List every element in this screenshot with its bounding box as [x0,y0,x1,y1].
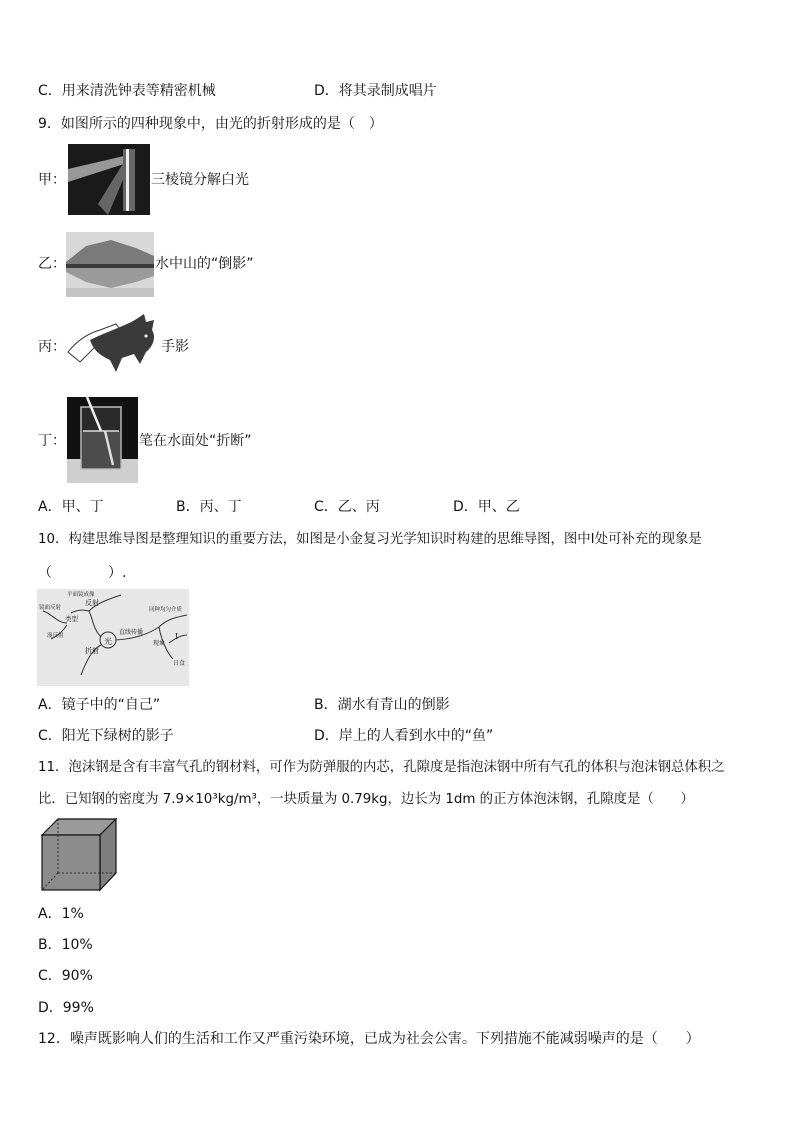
q10-option-b: B．湖水有青山的倒影 [314,697,450,713]
optics-mind-map [37,589,189,686]
mindmap-type: 类型 [65,615,78,623]
q9-option-a: A．甲、丁 [38,499,104,515]
q9-item-label: 丁： [38,433,66,449]
mindmap-phenomena: 现象 [153,640,166,647]
pencil-in-water-photo [67,397,138,483]
q11-option-c: C．90% [38,968,93,984]
mindmap-refract: 折射 [85,647,99,655]
q9-item-caption: 三棱镜分解白光 [151,172,249,188]
mindmap-plane-mirror: 平面镜成像 [67,592,95,598]
q11-stem-2: 比．已知钢的密度为 7.9×10³kg/m³，一块质量为 0.79kg，边长为 1dm 的正方体泡沫钢，孔隙度是（ ） [38,792,694,807]
mindmap-mirror-reflect: 镜面反射 [39,605,62,611]
q8-option-c: C．用来清洗钟表等精密机械 [38,83,216,99]
prism-photo [68,144,150,215]
q10-stem: 10．构建思维导图是整理知识的重要方法，如图是小金复习光学知识时构建的思维导图，图中Ⅰ处可补充的现象是 [38,532,702,547]
q11-option-b: B．10% [38,937,93,953]
q9-option-b: B．丙、丁 [176,499,242,515]
q10-option-c: C．阳光下绿树的影子 [38,728,174,744]
mindmap-eclipse: 日食 [173,660,186,667]
q9-item-label: 甲： [38,172,66,188]
mountain-reflection-photo [66,232,154,297]
q11-stem: 11．泡沫钢是含有丰富气孔的钢材料，可作为防弹服的内芯，孔隙度是指泡沫钢中所有气孔的体积与泡沫钢总体积之 [38,760,725,775]
mindmap-reflect: 反射 [85,599,99,607]
q12-stem: 12．噪声既影响人们的生活和工作又严重污染环境，已成为社会公害。下列措施不能减弱噪声的是（ ） [38,1031,700,1047]
q9-stem: 9．如图所示的四种现象中，由光的折射形成的是（ ） [38,116,383,132]
q8-option-d: D．将其录制成唱片 [314,83,437,99]
q11-option-a: A．1% [38,906,84,922]
q11-option-d: D．99% [38,1000,94,1016]
q9-option-d: D．甲、乙 [453,499,520,515]
q10-option-a: A．镜子中的“自己” [38,697,161,713]
q9-item-label: 乙： [38,256,66,272]
cube-diagram [40,817,118,892]
hand-shadow-photo [66,312,159,376]
q9-option-c: C．乙、丙 [314,499,380,515]
mindmap-uniform: 同种均匀介质 [149,607,183,613]
q10-option-d: D．岸上的人看到水中的“鱼” [314,728,494,744]
q9-item-label: 丙： [38,339,66,355]
mindmap-straight: 直线传播 [119,629,144,636]
mindmap-roman-one: Ⅰ [175,632,179,641]
q9-item-caption: 笔在水面处“折断” [139,433,252,449]
q9-item-caption: 水中山的“倒影” [155,256,254,272]
q10-stem-blank: （ ）. [38,565,127,581]
mindmap-center: 光 [104,637,112,646]
q9-item-caption: 手影 [161,339,189,355]
mindmap-diffuse: 漫反射 [47,633,64,639]
